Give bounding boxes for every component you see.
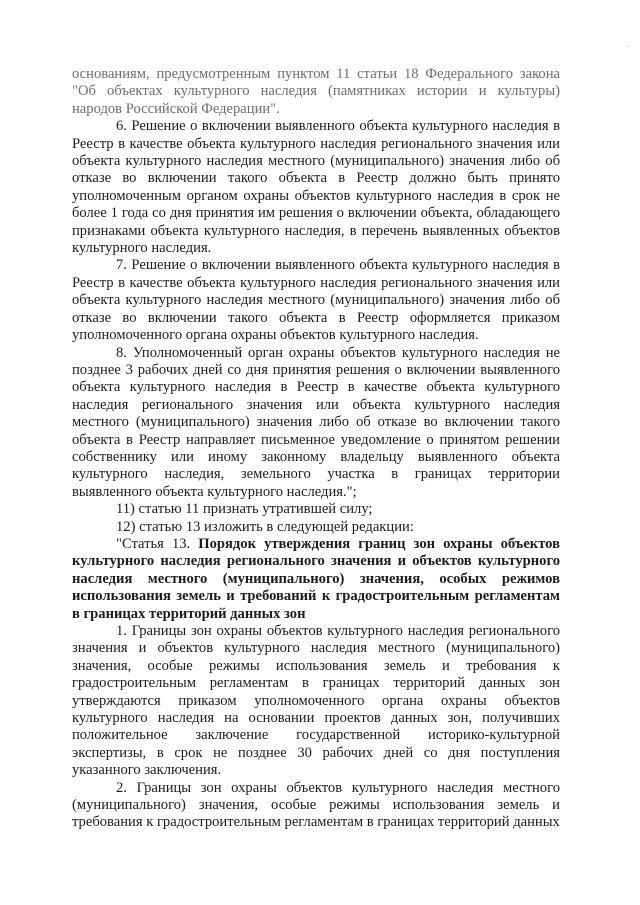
paragraph-item-6: 6. Решение о включении выявленного объекта культурного наследия в Реестр в качестве объекта культурного наследия регионального значения или объекта культурного наследия местного (муниципального) значения либо об отказе во включении такого объекта в Реестр должно быть принято уполномоченным органом охраны объектов культурного наследия в срок не более 1 года со дня принятия им решения о включении объекта, обладающего признаками объекта культурного наследия, в перечень выявленных объектов культурного наследия. xyxy=(72,118,560,257)
paragraph-amendment-12: 12) статью 13 изложить в следующей редакции: xyxy=(116,518,414,535)
article-13-heading xyxy=(72,536,560,623)
article-13-title: Порядок утверждения границ зон охраны объектов культурного наследия регионального значения и объектов культурного наследия местного (муниципального) значения, особых режимов использования земель и требований к градостроительным регламентам в границах территорий данных зон xyxy=(72,535,560,622)
paragraph-amendment-11: 11) статью 11 признать утратившей силу; xyxy=(116,501,373,518)
paragraph-continuation: основаниям, предусмотренным пунктом 11 статьи 18 Федерального закона "Об объектах культурного наследия (памятниках истории и культуры) народов Российской Федерации". xyxy=(72,66,560,117)
scan-edge-mark: · xyxy=(626,42,630,53)
paragraph-item-8: 8. Уполномоченный орган охраны объектов культурного наследия не позднее 3 рабочих дней со дня принятия решения о включении выявленного объекта культурного наследия в Реестр в качестве объекта культурного наследия регионального значения или объекта культурного наследия местного (муниципального) значения либо об отказе во включении такого объекта в Реестр направляет письменное уведомление о принятом решении собственнику или иному законному владельцу выявленного объекта культурного наследия, земельного участка в границах территории выявленного объекта культурного наследия."; xyxy=(72,344,560,500)
document-body xyxy=(72,66,560,832)
article-13-label: "Статья 13. xyxy=(116,535,199,552)
paragraph-article-13-item-1: 1. Границы зон охраны объектов культурного наследия регионального значения и объектов культурного наследия местного (муниципального) значения, особые режимы использования земель и требования к градостроительным регламентам в границах территорий данных зон утверждаются приказом уполномоченного органа охраны объектов культурного наследия на основании проектов данных зон, получивших положительное заключение государственной историко-культурной экспертизы, в срок не позднее 30 рабочих дней со дня поступления указанного заключения. xyxy=(72,623,560,779)
paragraph-item-7: 7. Решение о включении выявленного объекта культурного наследия в Реестр в качестве объекта культурного наследия регионального значения или объекта культурного наследия местного (муниципального) значения либо об отказе во включении такого объекта в Реестр оформляется приказом уполномоченного органа охраны объектов культурного наследия. xyxy=(72,257,560,344)
paragraph-article-13-item-2: 2. Границы зон охраны объектов культурного наследия местного (муниципального) значения, особые режимы использования земель и требования к градостроительным регламентам в границах территорий данных xyxy=(72,779,560,831)
